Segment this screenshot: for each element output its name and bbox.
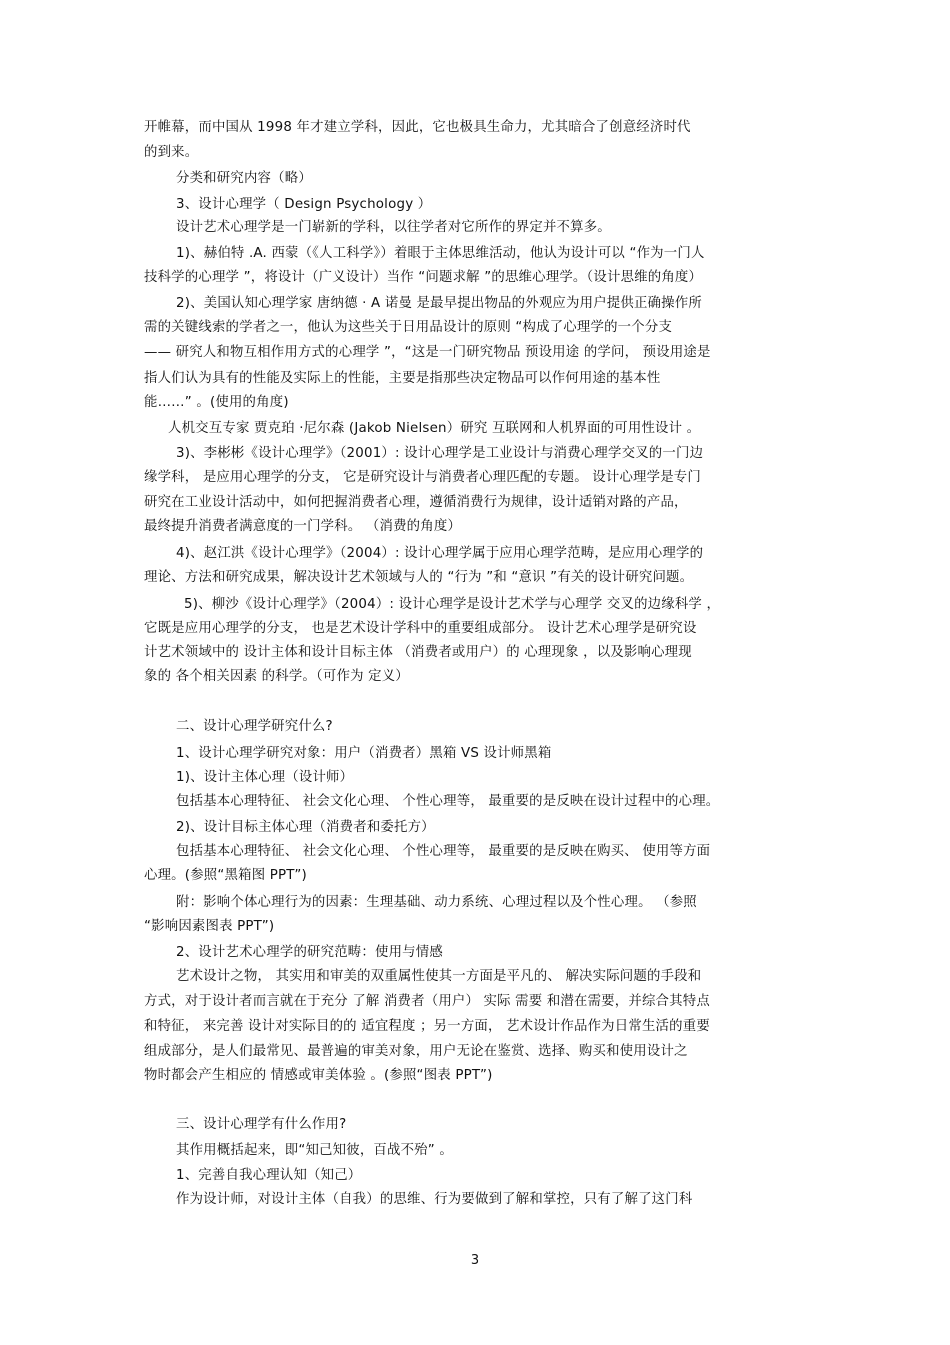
text-line: 物时都会产生相应的 情感或审美体验 。(参照“图表 PPT”) (144, 1068, 493, 1083)
text-line: 附：影响个体心理行为的因素：生理基础、动力系统、心理过程以及个性心理。 （参照 (176, 895, 697, 910)
text-line: 象的 各个相关因素 的科学。（可作为 定义） (144, 669, 409, 684)
text-line: 3、设计心理学（ Design Psychology ） (176, 197, 432, 212)
text-line: 技科学的心理学 ”，将设计（广义设计）当作 “问题求解 ”的思维心理学。（设计思维的角度） (144, 270, 703, 285)
text-line: 5)、柳沙《设计心理学》（2004）: 设计心理学是设计艺术学与心理学 交叉的边缘科学 ， (184, 597, 721, 612)
text-line: 1、设计心理学研究对象：用户（消费者）黑箱 VS 设计师黑箱 (176, 746, 552, 761)
text-line: —— 研究人和物互相作用方式的心理学 ”，“这是一门研究物品 预设用途 的学问， 预设用途是 (144, 345, 711, 360)
text-line: 和特征， 来完善 设计对实际目的的 适宜程度 ；另一方面， 艺术设计作品作为日常生活的重要 (144, 1019, 710, 1034)
text-line: 需的关键线索的学者之一，他认为这些关于日用品设计的原则 “构成了心理学的一个分支 (144, 320, 673, 335)
text-line: 2)、美国认知心理学家 唐纳德 · A 诺曼 是最早提出物品的外观应为用户提供正确操作所 (176, 296, 702, 311)
text-line: 设计艺术心理学是一门崭新的学科，以往学者对它所作的界定并不算多。 (176, 220, 611, 235)
text-line: 3)、李彬彬《设计心理学》（2001）: 设计心理学是工业设计与消费心理学交叉的一门边 (176, 446, 704, 461)
text-line: 人机交互专家 贾克珀 ·尼尔森 (Jakob Nielsen）研究 互联网和人机界面的可用性设计 。 (168, 421, 701, 436)
text-line: 研究在工业设计活动中，如何把握消费者心理，遵循消费行为规律，设计适销对路的产品， (144, 495, 688, 510)
text-line: 最终提升消费者满意度的一门学科。 （消费的角度） (144, 519, 462, 534)
text-line: 能……” 。(使用的角度) (144, 395, 289, 410)
text-line: 组成部分，是人们最常见、最普遍的审美对象，用户无论在鉴赏、选择、购买和使用设计之 (144, 1044, 688, 1059)
text-line: 的到来。 (144, 145, 199, 160)
text-line: 作为设计师，对设计主体（自我）的思维、行为要做到了解和掌控，只有了解了这门科 (176, 1192, 693, 1207)
text-line: 方式，对于设计者而言就在于充分 了解 消费者（用户） 实际 需要 和潜在需要，并综合其特点 (144, 994, 710, 1009)
text-line: 指人们认为具有的性能及实际上的性能，主要是指那些决定物品可以作何用途的基本性 (144, 371, 661, 386)
text-line: 包括基本心理特征、 社会文化心理、 个性心理等， 最重要的是反映在设计过程中的心理。 (176, 794, 720, 809)
text-line: 缘学科， 是应用心理学的分支， 它是研究设计与消费者心理匹配的专题。 设计心理学是专门 (144, 470, 701, 485)
text-line: 1、完善自我心理认知（知己） (176, 1168, 362, 1183)
text-line: 1)、设计主体心理（设计师） (176, 770, 354, 785)
text-line: 计艺术领域中的 设计主体和设计目标主体 （消费者或用户）的 心理现象 ，以及影响心理现 (144, 645, 692, 660)
text-line: 心理。(参照“黑箱图 PPT”) (144, 868, 307, 883)
text-line: 艺术设计之物， 其实用和审美的双重属性使其一方面是平凡的、 解决实际问题的手段和 (176, 969, 702, 984)
section-heading: 三、设计心理学有什么作用? (176, 1117, 347, 1132)
text-line: 2、设计艺术心理学的研究范畴：使用与情感 (176, 945, 443, 960)
text-line: 4)、赵江洪《设计心理学》（2004）: 设计心理学属于应用心理学范畴，是应用心理学的 (176, 546, 704, 561)
page-number: 3 (470, 1253, 480, 1268)
text-line: 分类和研究内容（略） (176, 171, 312, 186)
text-line: 开帷幕，而中国从 1998 年才建立学科，因此，它也极具生命力，尤其暗合了创意经济时代 (144, 120, 691, 135)
text-line: 理论、方法和研究成果，解决设计艺术领域与人的 “行为 ”和 “意识 ”有关的设计研究问题。 (144, 570, 694, 585)
text-line: 包括基本心理特征、 社会文化心理、 个性心理等， 最重要的是反映在购买、 使用等方面 (176, 844, 711, 859)
text-line: 其作用概括起来，即“知己知彼，百战不殆” 。 (176, 1143, 453, 1158)
text-line: “影响因素图表 PPT”) (144, 919, 275, 934)
section-heading: 二、设计心理学研究什么? (176, 719, 333, 734)
text-line: 2)、设计目标主体心理（消费者和委托方） (176, 820, 435, 835)
text-line: 它既是应用心理学的分支， 也是艺术设计学科中的重要组成部分。 设计艺术心理学是研究设 (144, 621, 697, 636)
text-line: 1)、赫伯特 .A. 西蒙（《人工科学》）着眼于主体思维活动，他认为设计可以 “作为一门人 (176, 246, 705, 261)
